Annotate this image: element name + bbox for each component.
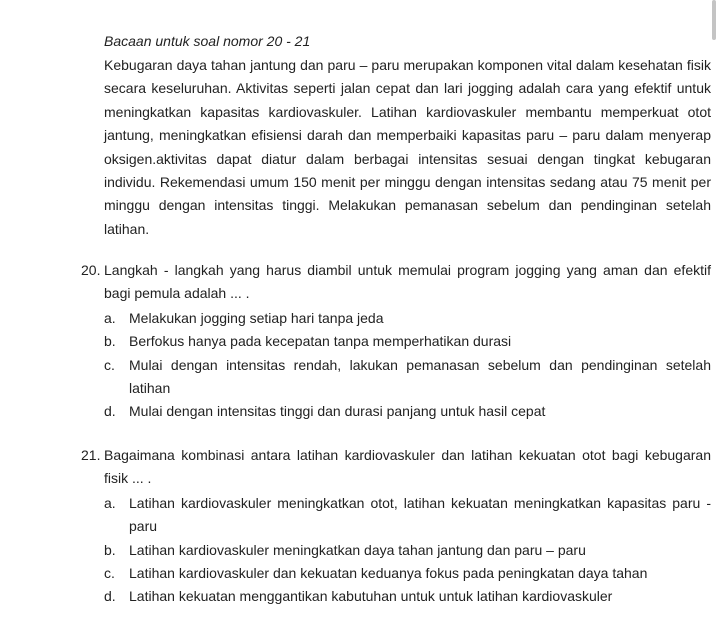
option-text: Mulai dengan intensitas rendah, lakukan pemanasan sebelum dan pendinginan setelah latihan — [129, 356, 711, 397]
question-text: Langkah - langkah yang harus diambil untuk memulai program jogging yang aman dan efektif bagi pemula adalah ... . — [104, 262, 711, 302]
option-letter: d. — [104, 588, 116, 605]
reading-passage: Kebugaran daya tahan jantung dan paru – paru merupakan komponen vital dalam kesehatan fisik secara keseluruhan. Aktivitas seperti jalan cepat dan lari jogging adalah cara yang efektif untuk meningkatkan kapasitas kardiovaskuler. Latihan kardiovaskuler membantu memperkuat otot jantung, meningkatkan efisiensi darah dan memperbaiki kapasitas paru – paru dalam menyerap oksigen.aktivitas dapat diatur dalam berbagai intensitas sesuai dengan tingkat kebugaran individu. Rekemendasi umum 150 menit per minggu dengan intensitas sedang atau 75 menit per minggu dengan intensitas tinggi. Melakukan pemanasan sebelum dan pendinginan setelah latihan. — [104, 57, 711, 237]
question-20 — [81, 259, 711, 424]
question-21 — [81, 444, 711, 609]
answer-option-b — [104, 330, 711, 353]
option-letter: b. — [104, 333, 116, 350]
option-letter: c. — [104, 565, 115, 582]
answer-option-c — [104, 562, 711, 585]
option-text: Latihan kardiovaskuler meningkatkan otot, latihan kekuatan meningkatkan kapasitas paru - paru — [129, 494, 711, 535]
option-letter: a. — [104, 494, 116, 511]
option-letter: c. — [104, 356, 115, 373]
answer-options — [104, 307, 711, 424]
answer-option-a — [104, 307, 711, 330]
scrollbar-thumb[interactable] — [712, 0, 716, 40]
option-text: Melakukan jogging setiap hari tanpa jeda — [129, 309, 384, 326]
question-text: Bagaimana kombinasi antara latihan kardiovaskuler dan latihan kekuatan otot bagi kebugaran fisik ... . — [104, 447, 711, 487]
option-text: Latihan kardiovaskuler dan kekuatan keduanya fokus pada peningkatan daya tahan — [129, 565, 648, 582]
question-number: 20. — [81, 262, 101, 278]
option-letter: d. — [104, 403, 116, 420]
answer-option-d — [104, 400, 711, 423]
question-number: 21. — [81, 447, 101, 463]
answer-options — [104, 492, 711, 609]
option-text: Berfokus hanya pada kecepatan tanpa memperhatikan durasi — [129, 333, 512, 350]
option-text: Mulai dengan intensitas tinggi dan durasi panjang untuk hasil cepat — [129, 403, 546, 420]
option-text: Latihan kekuatan menggantikan kabutuhan untuk untuk latihan kardiovaskuler — [129, 588, 613, 605]
answer-option-d — [104, 585, 711, 608]
passage-intro: Bacaan untuk soal nomor 20 - 21 — [104, 33, 311, 49]
option-letter: a. — [104, 309, 116, 326]
answer-option-c — [104, 354, 711, 401]
answer-option-a — [104, 492, 711, 539]
answer-option-b — [104, 539, 711, 562]
option-text: Latihan kardiovaskuler meningkatkan daya tahan jantung dan paru – paru — [129, 541, 586, 558]
option-letter: b. — [104, 541, 116, 558]
